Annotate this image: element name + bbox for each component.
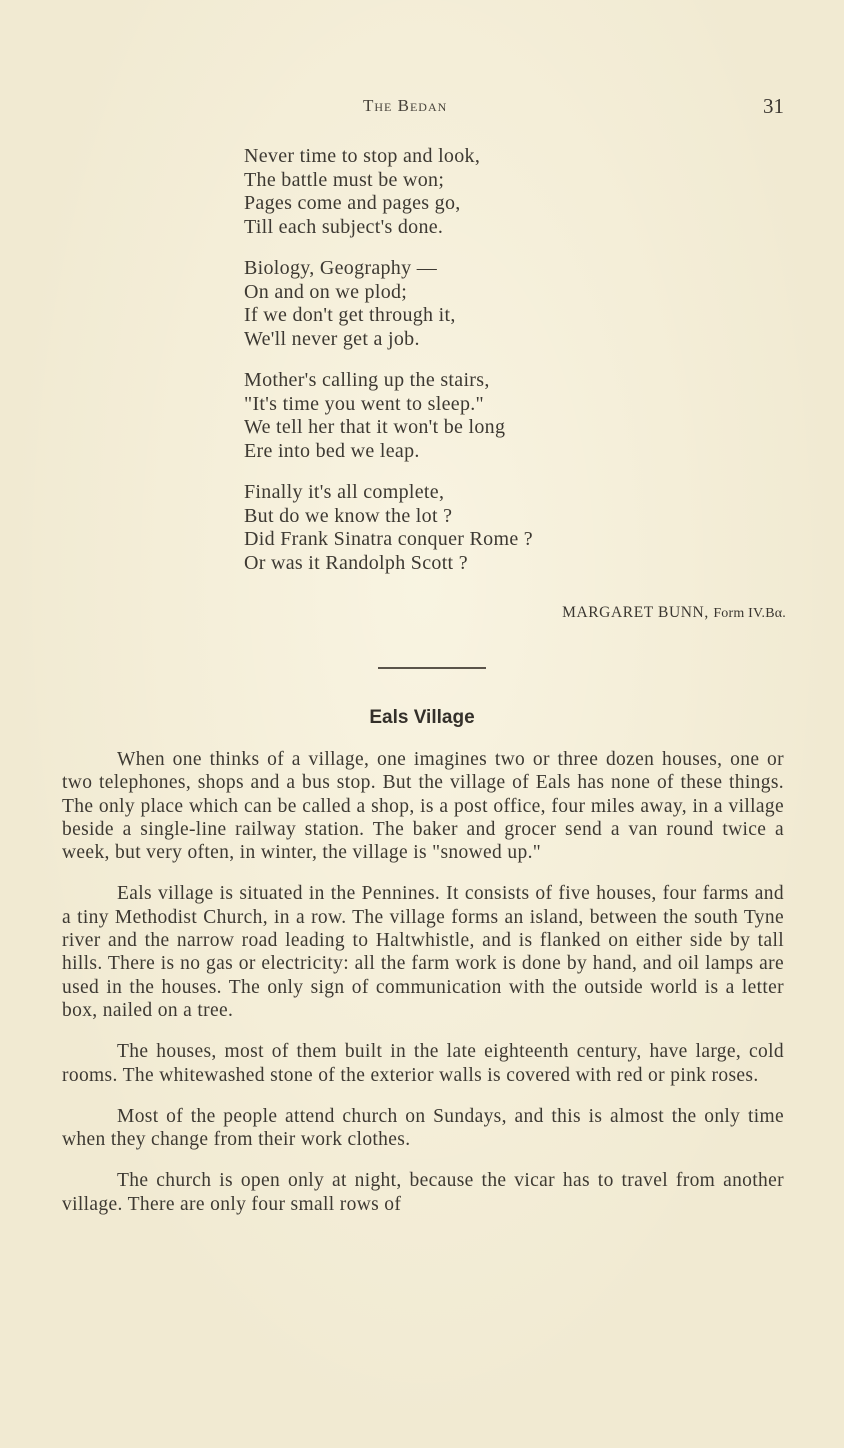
poem-line: Ere into bed we leap. bbox=[244, 439, 420, 462]
poem-line: Biology, Geography — bbox=[244, 257, 438, 279]
poem-line: Mother's calling up the stairs, bbox=[244, 369, 490, 391]
poem-line: "It's time you went to sleep." bbox=[244, 392, 485, 415]
article-paragraph: The houses, most of them built in the late eighteenth century, have large, cold rooms. The whitewashed stone of the exterior walls is covered with red or pink roses. bbox=[62, 1041, 784, 1086]
poem-line: Or was it Randolph Scott ? bbox=[244, 551, 468, 574]
poem-line: Did Frank Sinatra conquer Rome ? bbox=[244, 528, 533, 550]
poem-line: Never time to stop and look, bbox=[244, 145, 481, 167]
poem-line: But do we know the lot ? bbox=[244, 504, 453, 527]
poem-line: If we don't get through it, bbox=[244, 304, 456, 326]
poem-line: The battle must be won; bbox=[244, 168, 445, 191]
article-paragraph: Eals village is situated in the Pennines. It consists of five houses, four farms and a tiny Methodist Church, in a row. The village forms an island, between the south Tyne river and the narrow road leading to Haltwhistle, and is flanked on either side by tall hills. There is no gas or electricity: all the farm work is done by hand, and oil lamps are used in the houses. The only sign of communication with the outside world is a letter box, nailed on a tree. bbox=[62, 883, 784, 1021]
article-body bbox=[62, 748, 784, 1234]
article-paragraph: Most of the people attend church on Sundays, and this is almost the only time when they change from their work clothes. bbox=[62, 1105, 784, 1151]
poem bbox=[244, 145, 664, 593]
poem-line: On and on we plod; bbox=[244, 280, 408, 303]
page-number: 31 bbox=[763, 94, 784, 118]
poem-stanza bbox=[244, 257, 664, 351]
poem-author: MARGARET BUNN, bbox=[562, 604, 709, 621]
running-head bbox=[0, 96, 844, 126]
poem-stanza bbox=[244, 145, 664, 239]
poem-author-form: Form IV.Bα. bbox=[713, 606, 786, 621]
poem-line: We tell her that it won't be long bbox=[244, 416, 506, 438]
article-title: Eals Village bbox=[369, 707, 475, 728]
article-paragraph: When one thinks of a village, one imagines two or three dozen houses, one or two telephones, shops and a bus stop. But the village of Eals has none of these things. The only place which can be called a shop, is a post office, four miles away, in a village beside a single-line railway station. The baker and grocer send a van round twice a week, but very often, in winter, the village is "snowed up." bbox=[62, 749, 784, 864]
poem-stanza bbox=[244, 481, 664, 575]
poem-line: Finally it's all complete, bbox=[244, 481, 445, 503]
running-title: The Bedan bbox=[363, 96, 448, 115]
article-paragraph: The church is open only at night, because the vicar has to travel from another village. There are only four small rows of bbox=[62, 1170, 784, 1215]
section-divider bbox=[378, 667, 486, 669]
poem-line: Pages come and pages go, bbox=[244, 192, 461, 214]
poem-signature bbox=[562, 604, 786, 622]
poem-line: We'll never get a job. bbox=[244, 327, 420, 350]
poem-stanza bbox=[244, 369, 664, 463]
poem-line: Till each subject's done. bbox=[244, 215, 444, 238]
